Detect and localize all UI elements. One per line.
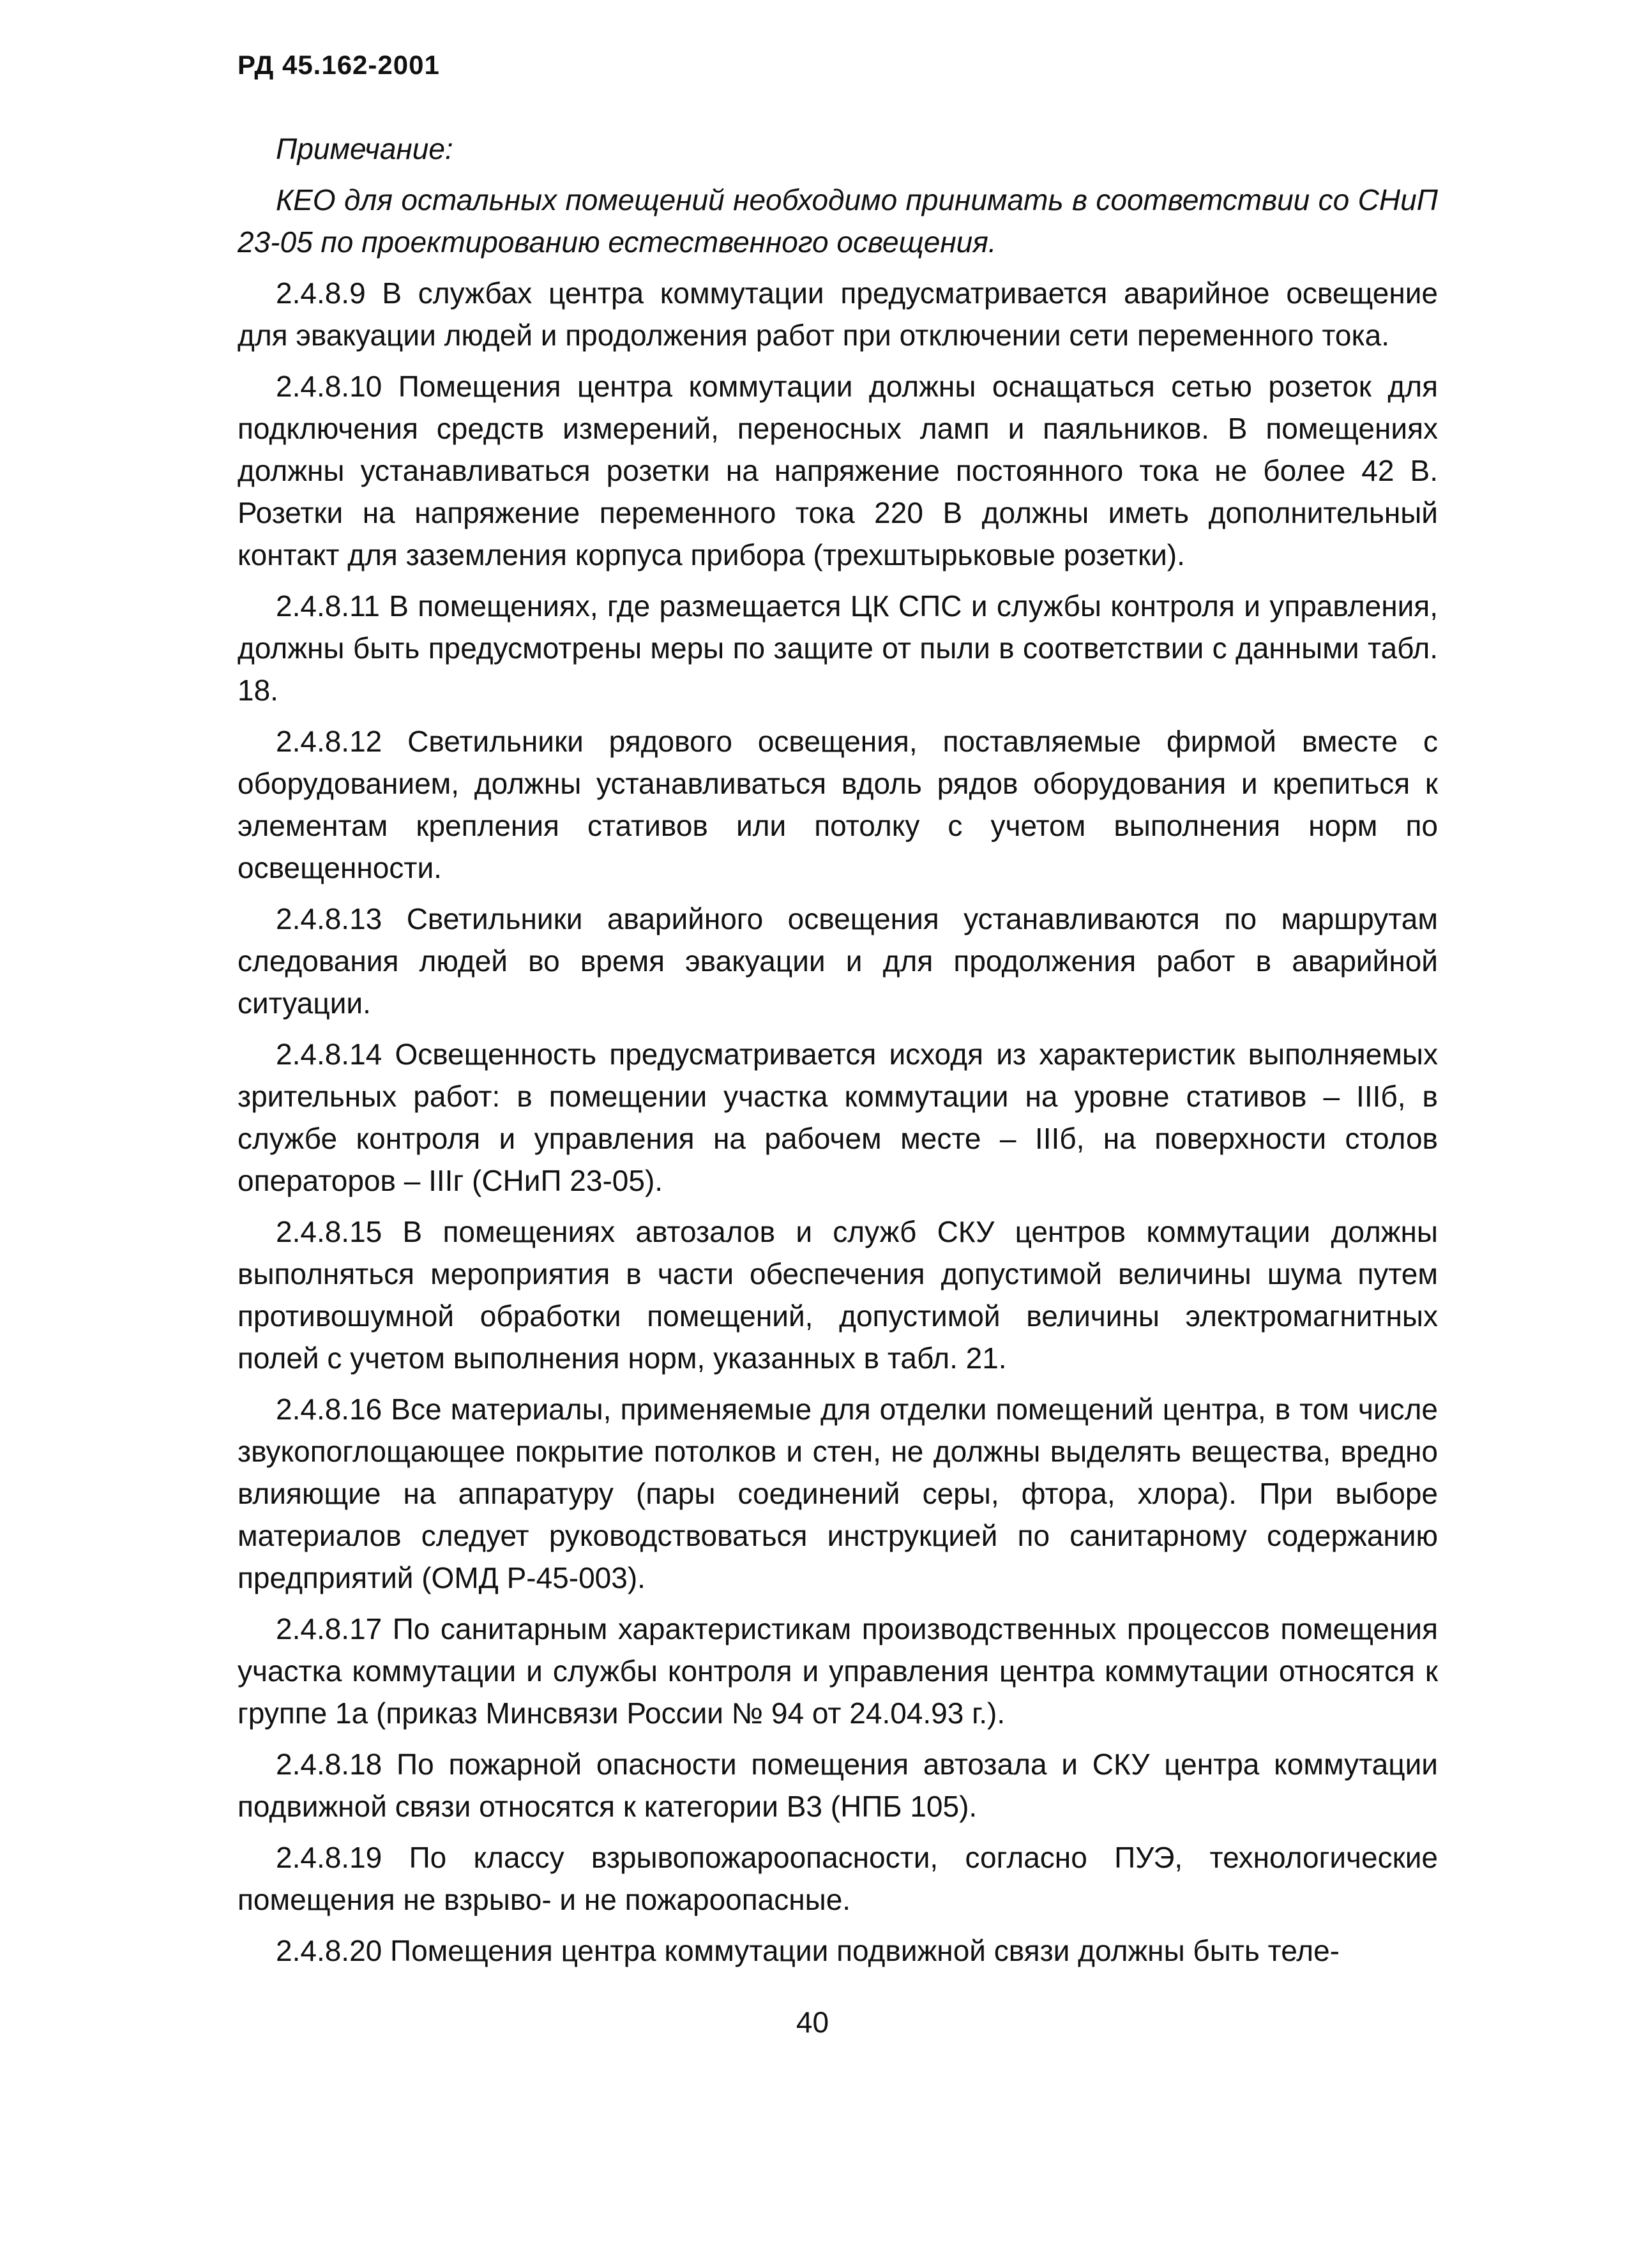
paragraph-2-4-8-18: 2.4.8.18 По пожарной опасности помещения автозала и СКУ центра коммутации подвижной связи относятся к категории В3 (НПБ 105). <box>238 1748 1438 1823</box>
paragraph-2-4-8-16: 2.4.8.16 Все материалы, применяемые для отделки помещений центра, в том числе звукопоглощающее покрытие потолков и стен, не должны выделять вещества, вредно влияющие на аппаратуру (пары соединений серы, фтора, хлора). При выборе материалов следует руководствоваться инструкцией по санитарному содержанию предприятий (ОМД Р-45-003). <box>238 1393 1438 1594</box>
paragraph-2-4-8-20: 2.4.8.20 Помещения центра коммутации подвижной связи должны быть теле- <box>276 1934 1340 1967</box>
document-code-header: РД 45.162-2001 <box>238 50 440 80</box>
paragraph-2-4-8-12: 2.4.8.12 Светильники рядового освещения, поставляемые фирмой вместе с оборудованием, должны устанавливаться вдоль рядов оборудования и крепиться к элементам крепления стативов или потолку с учетом выполнения норм по освещенности. <box>238 725 1438 884</box>
page-number: 40 <box>796 2006 829 2039</box>
paragraph-2-4-8-15: 2.4.8.15 В помещениях автозалов и служб СКУ центров коммутации должны выполняться мероприятия в части обеспечения допустимой величины шума путем противошумной обработки помещений, допустимой величины электромагнитных полей с учетом выполнения норм, указанных в табл. 21. <box>238 1215 1438 1375</box>
note-text: КЕО для остальных помещений необходимо принимать в соответствии со СНиП 23-05 по проектированию естественного освещения. <box>238 183 1438 259</box>
paragraph-2-4-8-11: 2.4.8.11 В помещениях, где размещается ЦК СПС и службы контроля и управления, должны быть предусмотрены меры по защите от пыли в соответствии с данными табл. 18. <box>238 589 1438 707</box>
note-title: Примечание: <box>276 132 453 165</box>
paragraph-2-4-8-17: 2.4.8.17 По санитарным характеристикам производственных процессов помещения участка коммутации и службы контроля и управления центра коммутации относятся к группе 1а (приказ Минсвязи России № 94 от 24.04.93 г.). <box>238 1612 1438 1730</box>
page-body <box>238 128 1438 1981</box>
paragraph-2-4-8-19: 2.4.8.19 По классу взрывопожароопасности, согласно ПУЭ, технологические помещения не взрыво- и не пожароопасные. <box>238 1841 1438 1916</box>
paragraph-2-4-8-9: 2.4.8.9 В службах центра коммутации предусматривается аварийное освещение для эвакуации людей и продолжения работ при отключении сети переменного тока. <box>238 276 1438 352</box>
paragraph-2-4-8-14: 2.4.8.14 Освещенность предусматривается исходя из характеристик выполняемых зрительных работ: в помещении участка коммутации на уровне стативов – IIIб, в службе контроля и управления на рабочем месте – IIIб, на поверхности столов операторов – IIIг (СНиП 23-05). <box>238 1038 1438 1197</box>
paragraph-2-4-8-13: 2.4.8.13 Светильники аварийного освещения устанавливаются по маршрутам следования людей во время эвакуации и для продолжения работ в аварийной ситуации. <box>238 902 1438 1020</box>
paragraph-2-4-8-10: 2.4.8.10 Помещения центра коммутации должны оснащаться сетью розеток для подключения средств измерений, переносных ламп и паяльников. В помещениях должны устанавливаться розетки на напряжение постоянного тока не более 42 В. Розетки на напряжение переменного тока 220 В должны иметь дополнительный контакт для заземления корпуса прибора (трехштырьковые розетки). <box>238 370 1438 571</box>
